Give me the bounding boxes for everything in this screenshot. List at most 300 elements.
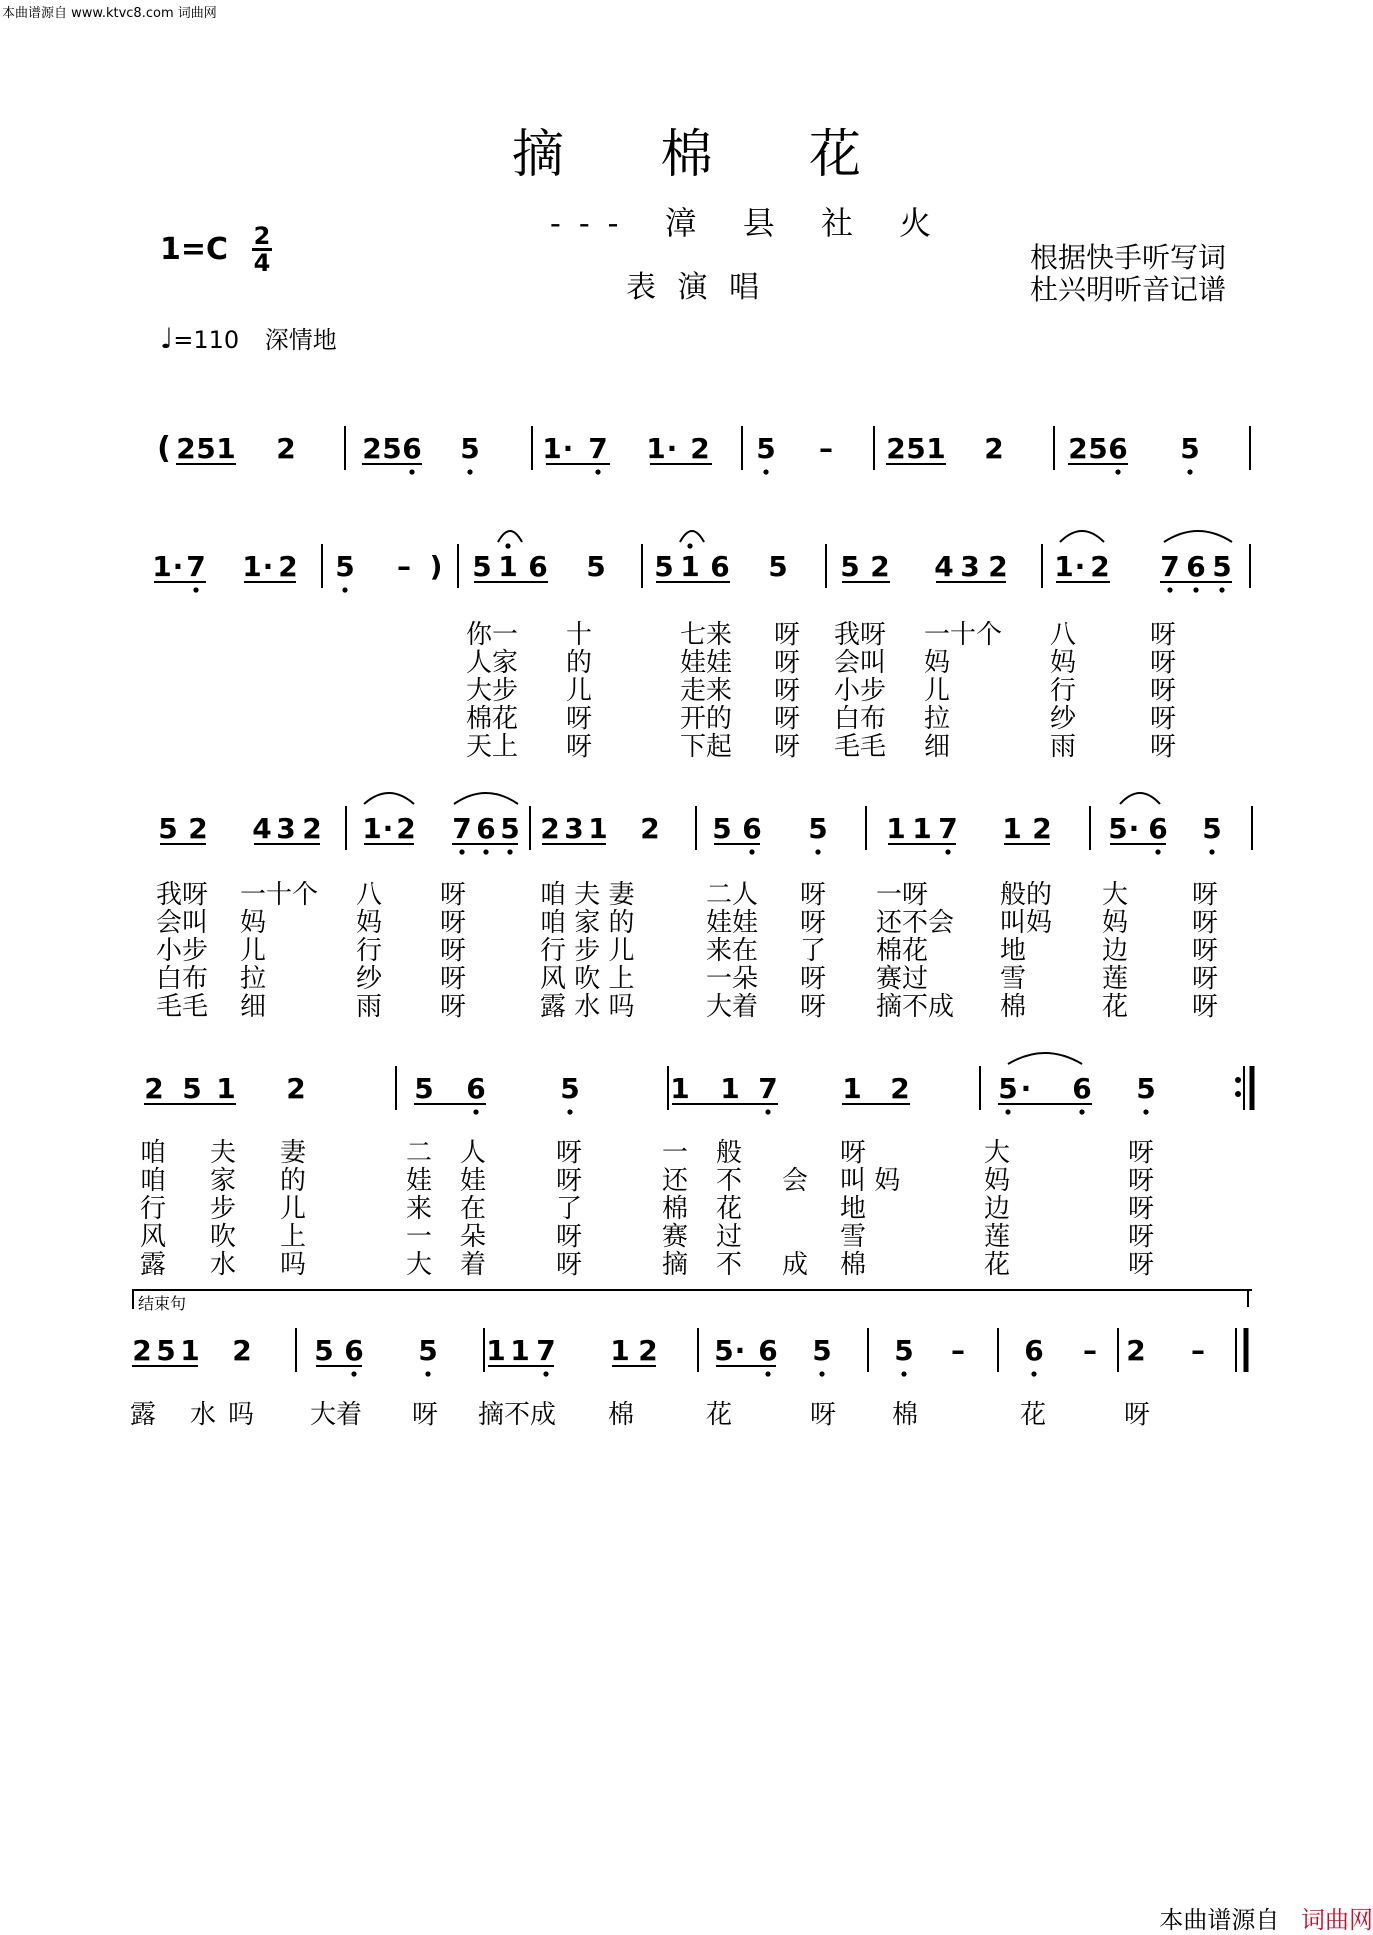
slur-arc: [1120, 793, 1160, 804]
note-5: 5: [1180, 432, 1200, 465]
note-1: 1: [670, 1072, 690, 1105]
note-2: 2: [278, 550, 298, 583]
lyric-verse-b: 边: [1102, 936, 1129, 966]
note-7: 7: [452, 812, 472, 845]
lyric-verse-a: 呀: [1150, 732, 1177, 762]
note-6: 6: [528, 550, 548, 583]
lyric-verse-c: 呀: [556, 1250, 583, 1280]
lyric-verse-c: 边: [984, 1194, 1011, 1224]
note-5: 5: [1212, 550, 1232, 583]
note-5: 5: [756, 432, 776, 465]
note-aug-dot: ·: [382, 812, 394, 845]
note-2: 2: [1068, 432, 1088, 465]
lyric-verse-c: 赛: [662, 1222, 689, 1252]
lyric-verse-a: 大步: [466, 676, 519, 706]
note-6: 6: [742, 812, 762, 845]
low-octave-dot: [483, 849, 488, 854]
note-5: 5: [472, 550, 492, 583]
lyric-ending: 水: [190, 1400, 217, 1430]
note-4: 4: [252, 812, 272, 845]
ending-bracket-end: [1247, 1289, 1249, 1307]
lyric-verse-c: 呀: [1128, 1250, 1155, 1280]
note-5: 5: [460, 432, 480, 465]
note-3: 3: [564, 812, 584, 845]
low-octave-dot: [409, 469, 414, 474]
note-2: 2: [302, 812, 322, 845]
lyric-verse-a: 白布: [834, 704, 887, 734]
lyric-verse-c: 着: [460, 1250, 487, 1280]
lyric-verse-a: 呀: [1150, 704, 1177, 734]
note-1: 1: [216, 432, 236, 465]
lyric-verse-b: 呀: [800, 880, 827, 910]
lyric-verse-a: 妈: [1050, 648, 1077, 678]
note-1: 1: [152, 550, 172, 583]
lyric-verse-a: 棉花: [466, 704, 519, 734]
low-octave-dot: [1031, 1371, 1036, 1376]
note-7: 7: [536, 1334, 556, 1367]
lyric-verse-c: 呀: [1128, 1222, 1155, 1252]
low-octave-dot: [342, 587, 347, 592]
low-octave-dot: [507, 849, 512, 854]
note-6: 6: [466, 1072, 486, 1105]
note-5: 5: [586, 550, 606, 583]
lyric-verse-a: 呀: [774, 620, 801, 650]
repeat-dot: [1235, 1077, 1241, 1083]
lyric-verse-a: 开的: [680, 704, 733, 734]
lyric-verse-a: 人家: [466, 648, 519, 678]
note-5: 5: [414, 1072, 434, 1105]
note-6: 6: [476, 812, 496, 845]
low-octave-dot: [1143, 1109, 1148, 1114]
lyric-ending: 棉: [608, 1400, 635, 1430]
lyric-verse-b: 来在: [706, 936, 759, 966]
note-6: 6: [1024, 1334, 1044, 1367]
note-1: 1: [1002, 812, 1022, 845]
lyric-verse-c: 吹: [210, 1222, 237, 1252]
time-signature: 2 4: [253, 222, 271, 277]
lyric-verse-b: 会叫: [156, 908, 209, 938]
note-7: 7: [186, 550, 206, 583]
note-5: 5: [335, 550, 355, 583]
lyric-verse-c: 呀: [556, 1138, 583, 1168]
lyric-verse-b: 一呀: [876, 880, 929, 910]
lyric-verse-a: 我呀: [834, 620, 887, 650]
note-1: 1: [362, 812, 382, 845]
low-octave-dot: [473, 1109, 478, 1114]
lyric-verse-c: 一: [662, 1138, 689, 1168]
note-aug-dot: ·: [172, 550, 184, 583]
header-watermark: 本曲谱源自 www.ktvc8.com 词曲网: [2, 6, 217, 21]
low-octave-dot: [459, 849, 464, 854]
note-2: 2: [1126, 1334, 1146, 1367]
lyric-verse-c: 行: [140, 1194, 167, 1224]
lyric-verse-c: 不: [716, 1250, 743, 1280]
lyric-verse-c: 风: [140, 1222, 167, 1252]
lyric-verse-a: 拉: [924, 704, 951, 734]
slur-arc: [454, 793, 518, 804]
low-octave-dot: [945, 849, 950, 854]
lyric-verse-c: 花: [716, 1194, 743, 1224]
note-1: 1: [720, 1072, 740, 1105]
note-5: 5: [712, 812, 732, 845]
low-octave-dot: [1187, 469, 1192, 474]
low-octave-dot: [595, 469, 600, 474]
note-1: 1: [498, 550, 518, 583]
lyric-verse-a: 呀: [774, 648, 801, 678]
lyric-verse-b: 还不会: [876, 908, 955, 938]
lyric-verse-a: 呀: [774, 704, 801, 734]
lyric-verse-c: 妈: [984, 1166, 1011, 1196]
lyric-verse-a: 天上: [466, 732, 519, 762]
lyric-ending: 花: [1020, 1400, 1047, 1430]
lyric-verse-c: 摘: [662, 1250, 689, 1280]
lyric-verse-b: 呀: [1192, 880, 1219, 910]
note-5: 5: [654, 550, 674, 583]
note-aug-dot: ·: [1128, 812, 1140, 845]
note-4: 4: [934, 550, 954, 583]
lyric-verse-c: 吗: [280, 1250, 307, 1280]
lyric-verse-b: 行: [356, 936, 383, 966]
note-aug-dot: ·: [734, 1334, 746, 1367]
lyric-verse-b: 呀: [800, 992, 827, 1022]
note-5: 5: [998, 1072, 1018, 1105]
note-2: 2: [886, 432, 906, 465]
low-octave-dot: [819, 1371, 824, 1376]
note-6: 6: [1072, 1072, 1092, 1105]
lyric-verse-b: 大着: [706, 992, 759, 1022]
lyric-verse-a: 小步: [834, 676, 887, 706]
note-): ): [429, 550, 443, 583]
note-1: 1: [588, 812, 608, 845]
note-1: 1: [216, 1072, 236, 1105]
low-octave-dot: [193, 587, 198, 592]
lyric-verse-c: 不: [716, 1166, 743, 1196]
note-1: 1: [486, 1334, 506, 1367]
lyric-verse-c: 二: [406, 1138, 433, 1168]
note-2: 2: [638, 1334, 658, 1367]
lyric-verse-c: 露: [140, 1250, 167, 1280]
lyric-verse-c: 成: [782, 1250, 809, 1280]
lyric-verse-b: 我呀: [156, 880, 209, 910]
low-octave-dot: [1167, 587, 1172, 592]
note-2: 2: [276, 432, 296, 465]
low-octave-dot: [1155, 849, 1160, 854]
ending-bracket: [132, 1289, 1252, 1313]
subtitle: --- 漳 县 社 火: [550, 204, 950, 242]
lyric-verse-b: 呀: [800, 908, 827, 938]
lyric-verse-c: 叫 妈: [840, 1166, 901, 1196]
lyric-verse-b: 风 吹 上: [540, 964, 635, 994]
slur-arc: [364, 793, 414, 804]
lyric-verse-b: 细: [240, 992, 267, 1022]
note-2: 2: [132, 1334, 152, 1367]
lyric-verse-c: 人: [460, 1138, 487, 1168]
lyric-verse-c: 棉: [840, 1250, 867, 1280]
lyric-verse-b: 呀: [440, 880, 467, 910]
note-7: 7: [758, 1072, 778, 1105]
note-5: 5: [382, 432, 402, 465]
lyric-ending: 棉: [892, 1400, 919, 1430]
footer-left: 本曲谱源自: [1159, 1906, 1280, 1934]
lyric-verse-b: 咱 夫 妻: [540, 880, 635, 910]
subtitle-line-2: 表 演 唱: [626, 270, 766, 305]
repeat-dot: [1235, 1091, 1241, 1097]
lyric-verse-c: 还: [662, 1166, 689, 1196]
note-2: 2: [984, 432, 1004, 465]
lyric-verse-b: 雨: [356, 992, 383, 1022]
note-2: 2: [286, 1072, 306, 1105]
lyric-verse-c: 呀: [840, 1138, 867, 1168]
note-aug-dot: ·: [562, 432, 574, 465]
notation-credit: 杜兴明听音记谱: [1030, 273, 1227, 306]
note-5: 5: [560, 1072, 580, 1105]
title-char-1: 摘: [511, 125, 564, 185]
note-dash: –: [951, 1334, 965, 1367]
lyric-verse-c: 家: [210, 1166, 237, 1196]
note-5: 5: [714, 1334, 734, 1367]
lyric-verse-b: 娃娃: [706, 908, 759, 938]
low-octave-dot: [765, 1371, 770, 1376]
lyric-ending: 露: [130, 1400, 157, 1430]
note-2: 2: [396, 812, 416, 845]
lyric-verse-c: 来: [406, 1194, 433, 1224]
note-7: 7: [938, 812, 958, 845]
note-6: 6: [1148, 812, 1168, 845]
lyric-verse-c: 朵: [460, 1222, 487, 1252]
lyric-verse-b: 妈: [356, 908, 383, 938]
lyric-verse-c: 一: [406, 1222, 433, 1252]
lyric-verse-a: 你一: [466, 620, 519, 650]
note-2: 2: [144, 1072, 164, 1105]
lyric-verse-a: 呀: [566, 704, 593, 734]
note-1: 1: [926, 432, 946, 465]
note-1: 1: [242, 550, 262, 583]
note-2: 2: [362, 432, 382, 465]
low-octave-dot: [765, 1109, 770, 1114]
note-5: 5: [156, 1334, 176, 1367]
low-octave-dot: [543, 1371, 548, 1376]
lyric-verse-a: 下起: [680, 732, 733, 762]
lyric-verse-c: 过: [716, 1222, 743, 1252]
ending-label: 结束句: [138, 1294, 187, 1313]
lyric-verse-c: 莲: [984, 1222, 1011, 1252]
note-2: 2: [1090, 550, 1110, 583]
note-5: 5: [906, 432, 926, 465]
lyric-verse-c: 娃: [460, 1166, 487, 1196]
lyric-verse-b: 妈: [1102, 908, 1129, 938]
lyric-verse-c: 步: [210, 1194, 237, 1224]
note-5: 5: [418, 1334, 438, 1367]
note-2: 2: [988, 550, 1008, 583]
lyric-verse-b: 拉: [240, 964, 267, 994]
lyric-verse-b: 二人: [706, 880, 759, 910]
slur-arc: [1164, 531, 1232, 542]
lyric-verse-a: 呀: [1150, 676, 1177, 706]
lyric-ending: 吗: [228, 1400, 255, 1430]
lyric-verse-c: 了: [556, 1194, 583, 1224]
note-2: 2: [640, 812, 660, 845]
note-1: 1: [680, 550, 700, 583]
footer-watermark: [1159, 1900, 1373, 1935]
lyric-verse-b: 呀: [1192, 992, 1219, 1022]
lyric-ending: 呀: [412, 1400, 439, 1430]
lyric-verse-a: 儿: [924, 676, 951, 706]
lyric-verse-c: 呀: [1128, 1138, 1155, 1168]
lyric-verse-c: 咱: [140, 1138, 167, 1168]
lyric-verse-c: 呀: [1128, 1194, 1155, 1224]
lyric-verse-c: 般: [716, 1138, 743, 1168]
note-5: 5: [182, 1072, 202, 1105]
lyric-verse-b: 呀: [1192, 964, 1219, 994]
note-dash: –: [819, 432, 833, 465]
lyric-verse-c: 的: [280, 1166, 307, 1196]
note-5: 5: [314, 1334, 334, 1367]
note-7: 7: [1160, 550, 1180, 583]
lyric-verse-a: 走来: [680, 676, 733, 706]
note-3: 3: [960, 550, 980, 583]
lyric-verse-c: 夫: [210, 1138, 237, 1168]
note-6: 6: [402, 432, 422, 465]
lyric-verse-c: 水: [210, 1250, 237, 1280]
lyric-verse-b: 呀: [1192, 908, 1219, 938]
note-5: 5: [1136, 1072, 1156, 1105]
note-1: 1: [1054, 550, 1074, 583]
note-aug-dot: ·: [666, 432, 678, 465]
low-octave-dot: [1005, 1109, 1010, 1114]
low-octave-dot: [1079, 1109, 1084, 1114]
note-6: 6: [1186, 550, 1206, 583]
note-5: 5: [196, 432, 216, 465]
lyric-verse-a: 娃娃: [680, 648, 733, 678]
note-aug-dot: ·: [1020, 1072, 1032, 1105]
lyric-ending: 花: [706, 1400, 733, 1430]
expression-marking: 深情地: [264, 326, 337, 354]
note-2: 2: [176, 432, 196, 465]
lyric-verse-b: 儿: [240, 936, 267, 966]
note-7: 7: [588, 432, 608, 465]
note-2: 2: [890, 1072, 910, 1105]
lyric-verse-c: 妻: [280, 1138, 307, 1168]
note-1: 1: [180, 1334, 200, 1367]
note-5: 5: [158, 812, 178, 845]
open-paren: (: [157, 431, 171, 466]
lyric-verse-a: 行: [1050, 676, 1077, 706]
note-dash: –: [1191, 1334, 1205, 1367]
title-char-3: 花: [809, 125, 862, 185]
note-6: 6: [758, 1334, 778, 1367]
note-dash: –: [1083, 1334, 1097, 1367]
lyric-verse-c: 花: [984, 1250, 1011, 1280]
lyric-verse-a: 七来: [680, 620, 733, 650]
lyric-verse-b: 行 步 儿: [540, 936, 635, 966]
title-char-2: 棉: [660, 125, 713, 185]
lyric-verse-b: 呀: [1192, 936, 1219, 966]
lyric-verse-c: 咱: [140, 1166, 167, 1196]
lyric-verse-b: 呀: [800, 964, 827, 994]
note-6: 6: [1108, 432, 1128, 465]
note-5: 5: [1202, 812, 1222, 845]
lyric-verse-b: 小步: [156, 936, 209, 966]
lyric-verse-c: 棉: [662, 1194, 689, 1224]
lyric-verse-b: 叫妈: [1000, 908, 1053, 938]
lyric-verse-c: 娃: [406, 1166, 433, 1196]
lyric-verse-b: 毛毛: [156, 992, 209, 1022]
note-5: 5: [894, 1334, 914, 1367]
low-octave-dot: [763, 469, 768, 474]
lyric-verse-c: 儿: [280, 1194, 307, 1224]
lyric-verse-b: 棉花: [876, 936, 929, 966]
lyric-verse-b: 花: [1102, 992, 1129, 1022]
lyric-verse-b: 白布: [156, 964, 209, 994]
lyric-verse-c: 呀: [556, 1166, 583, 1196]
note-5: 5: [500, 812, 520, 845]
low-octave-dot: [1193, 587, 1198, 592]
lyric-verse-a: 呀: [1150, 648, 1177, 678]
lyric-verse-b: 露 水 吗: [540, 992, 635, 1022]
lyric-verse-a: 会叫: [834, 648, 887, 678]
lyric-verse-b: 大: [1102, 880, 1129, 910]
high-octave-dot: [505, 543, 510, 548]
slur-arc: [498, 531, 522, 542]
lyric-verse-a: 细: [924, 732, 951, 762]
lyric-verse-b: 地: [1000, 936, 1027, 966]
lyric-verse-a: 八: [1050, 620, 1077, 650]
key-signature: 1=C: [160, 232, 229, 267]
lyric-verse-a: 的: [566, 648, 593, 678]
note-1: 1: [886, 812, 906, 845]
note-6: 6: [344, 1334, 364, 1367]
lyric-verse-c: 上: [280, 1222, 307, 1252]
low-octave-dot: [1219, 587, 1224, 592]
slur-arc: [1008, 1053, 1082, 1064]
lyric-verse-a: 呀: [774, 676, 801, 706]
note-2: 2: [188, 812, 208, 845]
note-1: 1: [646, 432, 666, 465]
lyric-verse-a: 儿: [566, 676, 593, 706]
note-aug-dot: ·: [1074, 550, 1086, 583]
low-octave-dot: [901, 1371, 906, 1376]
note-1: 1: [610, 1334, 630, 1367]
lyric-ending: 呀: [1124, 1400, 1151, 1430]
lyrics-credit: 根据快手听写词: [1030, 241, 1227, 274]
note-5: 5: [1108, 812, 1128, 845]
slur-arc: [1060, 531, 1104, 542]
lyric-verse-a: 纱: [1050, 704, 1077, 734]
high-octave-dot: [687, 543, 692, 548]
lyric-ending: 摘不成: [478, 1400, 557, 1430]
lyric-verse-a: 十: [566, 620, 593, 650]
note-5: 5: [768, 550, 788, 583]
note-5: 5: [808, 812, 828, 845]
low-octave-dot: [567, 1109, 572, 1114]
note-5: 5: [1088, 432, 1108, 465]
lyric-verse-c: 大: [406, 1250, 433, 1280]
lyric-ending: 大着: [310, 1400, 363, 1430]
note-1: 1: [842, 1072, 862, 1105]
lyric-verse-a: 妈: [924, 648, 951, 678]
lyric-verse-b: 呀: [440, 908, 467, 938]
lyric-verse-a: 呀: [1150, 620, 1177, 650]
low-octave-dot: [1209, 849, 1214, 854]
lyric-verse-c: 雪: [840, 1222, 867, 1252]
footer-right: 词曲网: [1301, 1906, 1373, 1934]
note-1: 1: [510, 1334, 530, 1367]
low-octave-dot: [1115, 469, 1120, 474]
note-2: 2: [232, 1334, 252, 1367]
lyric-verse-c: 地: [840, 1194, 867, 1224]
lyric-verse-b: 一十个: [240, 880, 319, 910]
lyric-verse-a: 呀: [566, 732, 593, 762]
